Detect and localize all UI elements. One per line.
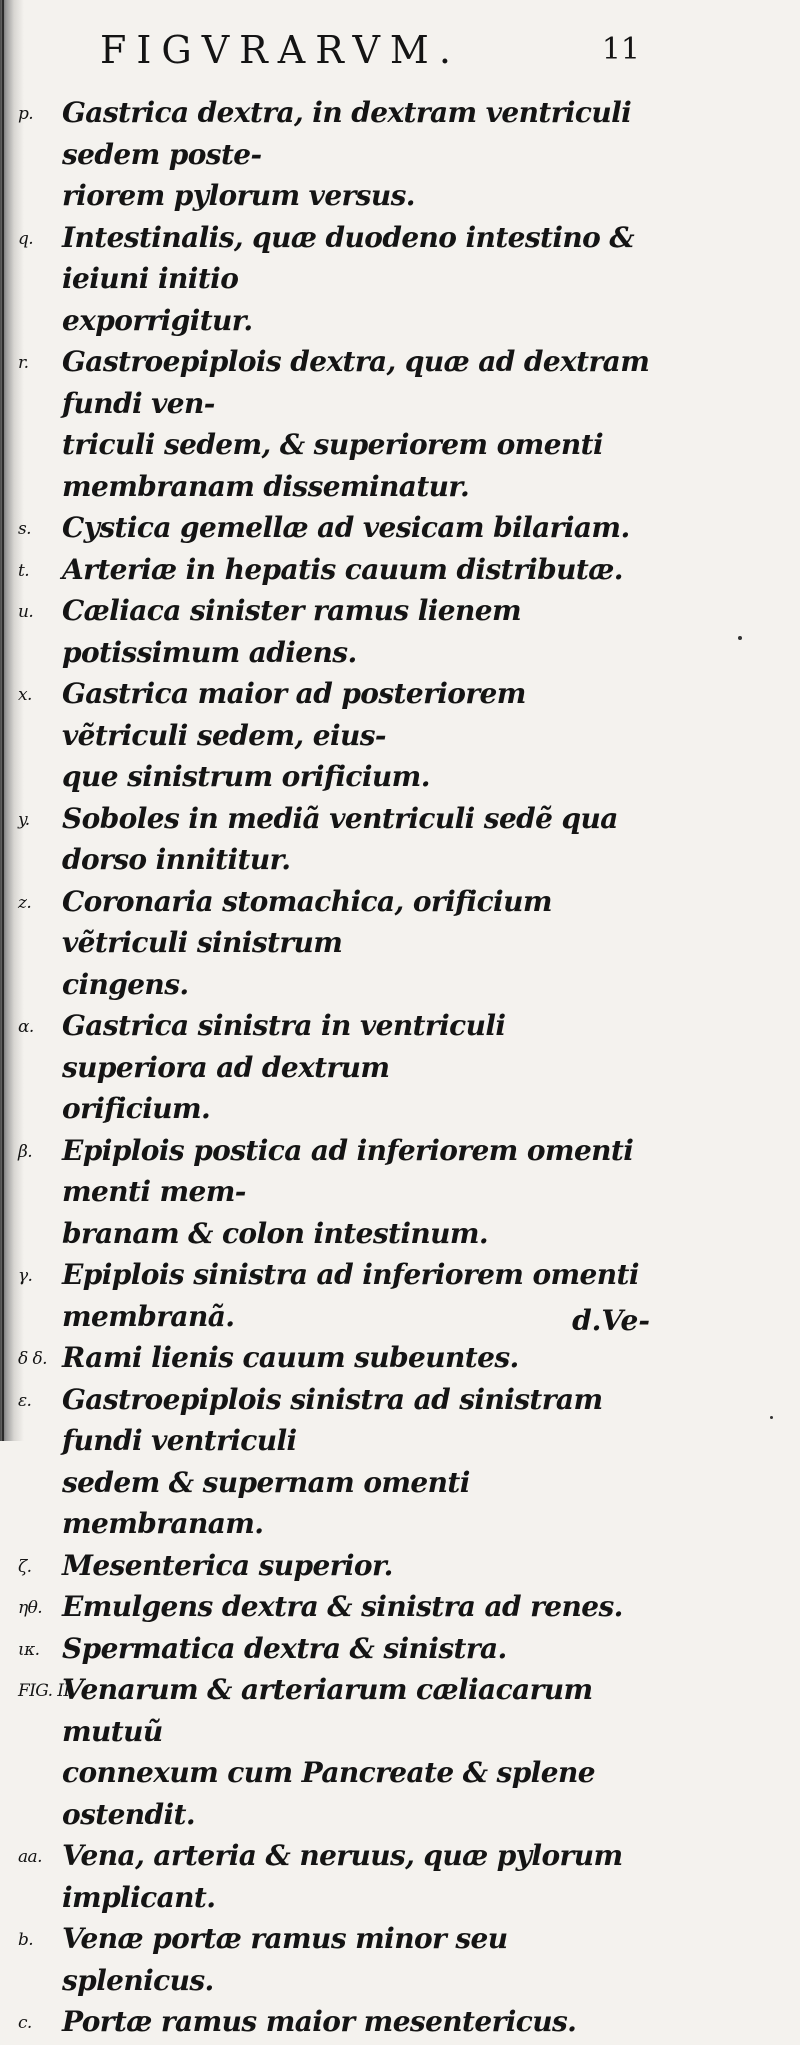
entry-text: Gastroepiplois sinistra ad sinistram fundi ventriculi <box>62 1382 603 1457</box>
entry-text: Cystica gemellæ ad vesicam bilariam. <box>62 511 630 544</box>
legend-entry <box>0 673 800 798</box>
entry-marker: FIG. II. <box>18 1681 75 1701</box>
ink-speck <box>770 1416 773 1419</box>
entry-continuation: branam & colon intestinum. <box>62 1216 489 1250</box>
entry-marker: ηθ. <box>18 1598 43 1618</box>
entry-text: Epiplois postica ad inferiorem omenti menti mem- <box>62 1133 634 1208</box>
legend-entry <box>0 549 800 591</box>
entry-text: Cæliaca sinister ramus lienem potissimum adiens. <box>62 594 522 669</box>
entry-marker: γ. <box>18 1266 33 1286</box>
legend-entry <box>0 1835 800 1918</box>
entry-text: Arteriæ in hepatis cauum distributæ. <box>62 552 623 586</box>
legend-entry <box>0 1628 800 1670</box>
legend-entry <box>0 1586 800 1628</box>
entry-text: Emulgens dextra & sinistra ad renes. <box>62 1590 623 1623</box>
entry-marker: ε. <box>18 1390 32 1411</box>
entry-continuation: triculi sedem, & superiorem omenti membranam disseminatur. <box>62 428 604 503</box>
entry-marker: y. <box>18 809 30 830</box>
entry-text: Gastrica sinistra in ventriculi superiora ad dextrum <box>62 1009 506 1084</box>
entry-text: Venarum & arteriarum cæliacarum mutuũ <box>62 1673 593 1748</box>
legend-entry <box>0 1337 800 1379</box>
entry-marker: ζ. <box>18 1556 32 1577</box>
entry-text: Venæ portæ ramus minor seu splenicus. <box>62 1922 508 1997</box>
page-number: 11 <box>601 32 640 67</box>
entry-marker: r. <box>18 353 29 373</box>
legend-entry <box>0 1669 800 1835</box>
entry-marker: p. <box>18 104 34 124</box>
entry-marker: ικ. <box>18 1639 40 1660</box>
legend-entry <box>0 881 800 1006</box>
legend-entry <box>0 1545 800 1587</box>
entry-text: Epiplois sinistra ad inferiorem omenti membranã. <box>62 1258 639 1333</box>
legend-entry <box>0 1130 800 1255</box>
entry-text: Coronaria stomachica, orificium vẽtriculi sinistrum <box>62 884 552 959</box>
entry-text: Portæ ramus maior mesentericus. <box>62 2005 577 2038</box>
legend-entry <box>0 2001 800 2043</box>
legend-entry <box>0 590 800 673</box>
entry-marker: x. <box>18 685 32 705</box>
legend-entry <box>0 92 800 217</box>
entry-text: Vena, arteria & neruus, quæ pylorum implicant. <box>62 1839 623 1914</box>
entry-continuation: exporrigitur. <box>62 303 253 337</box>
legend-entry <box>0 1918 800 2001</box>
entry-marker: β. <box>18 1141 33 1162</box>
entry-text: Rami lienis cauum subeuntes. <box>62 1341 519 1374</box>
legend-text-block <box>0 92 800 2043</box>
entry-text: Soboles in mediã ventriculi sedẽ qua dorso innititur. <box>62 801 618 876</box>
entry-text: Gastroepiplois dextra, quæ ad dextram fundi ven- <box>62 345 650 420</box>
entry-continuation: riorem pylorum versus. <box>62 179 415 212</box>
entry-marker: aa. <box>18 1847 42 1867</box>
entry-continuation: connexum cum Pancreate & splene ostendit. <box>62 1756 595 1831</box>
legend-entry <box>0 1379 800 1545</box>
entry-marker: u. <box>18 602 34 622</box>
legend-entry <box>0 217 800 342</box>
entry-continuation: orificium. <box>62 1092 211 1125</box>
entry-marker: q. <box>18 228 34 249</box>
entry-continuation: que sinistrum orificium. <box>62 760 430 793</box>
entry-text: Intestinalis, quæ duodeno intestino & ieiuni initio <box>62 220 635 295</box>
catchword: d.Ve- <box>572 1304 650 1337</box>
entry-marker: c. <box>18 2013 32 2033</box>
entry-text: Gastrica maior ad posteriorem vẽtriculi sedem, eius- <box>62 677 526 752</box>
entry-marker: b. <box>18 1930 34 1950</box>
entry-marker: t. <box>18 560 30 581</box>
running-title: FIGVRARVM. <box>100 28 461 72</box>
entry-marker: s. <box>18 519 31 539</box>
legend-entry <box>0 507 800 549</box>
ink-speck <box>738 636 742 640</box>
entry-continuation: sedem & supernam omenti membranam. <box>62 1465 470 1540</box>
entry-text: Spermatica dextra & sinistra. <box>62 1631 507 1665</box>
entry-marker: α. <box>18 1017 34 1037</box>
running-header <box>100 28 640 74</box>
entry-marker: z. <box>18 892 32 913</box>
entry-text: Mesenterica superior. <box>62 1548 393 1582</box>
legend-entry <box>0 341 800 507</box>
legend-entry <box>0 1005 800 1130</box>
entry-text: Gastrica dextra, in dextram ventriculi sedem poste- <box>62 96 632 171</box>
legend-entry <box>0 1254 800 1337</box>
legend-entry <box>0 798 800 881</box>
entry-continuation: cingens. <box>62 967 189 1001</box>
entry-marker: δ δ. <box>18 1349 47 1369</box>
